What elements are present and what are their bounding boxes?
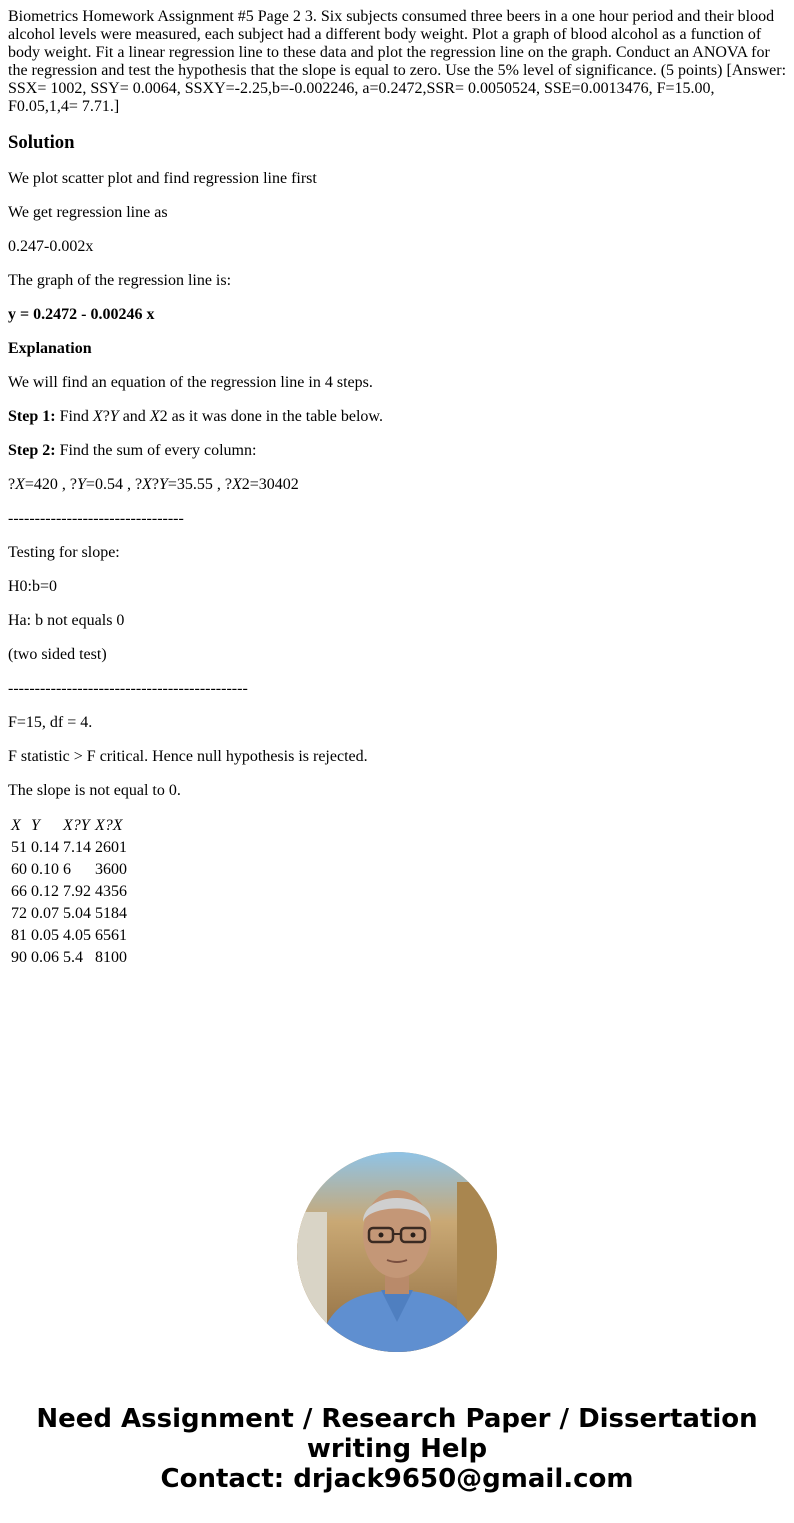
step-1-text: 2 as it was done in the table below. xyxy=(159,408,383,425)
step-1-text: and xyxy=(118,408,150,425)
banner-line: writing Help xyxy=(306,1434,488,1464)
sum-text: ? xyxy=(8,476,16,493)
table-cell: 72 xyxy=(11,905,27,922)
data-table xyxy=(8,814,130,970)
table-row xyxy=(10,860,128,880)
regression-short: 0.247-0.002x xyxy=(8,238,94,255)
step-1-text: ? xyxy=(102,408,110,425)
table-cell: 0.06 xyxy=(31,949,59,966)
var-y: Y xyxy=(77,476,86,493)
table-cell: 3600 xyxy=(95,861,127,878)
paragraph: We get regression line as xyxy=(8,204,168,221)
column-header-y xyxy=(30,816,60,836)
var-x: X xyxy=(149,408,160,425)
table-header-row xyxy=(10,816,128,836)
table-cell: 0.07 xyxy=(31,905,59,922)
paragraph: The graph of the regression line is: xyxy=(8,272,232,289)
table-cell: 6561 xyxy=(95,927,127,944)
paragraph: We plot scatter plot and find regression line first xyxy=(8,170,317,187)
table-cell: 0.10 xyxy=(31,861,59,878)
table-cell: 0.12 xyxy=(31,883,59,900)
header-text: X xyxy=(11,817,21,834)
table-cell: 8100 xyxy=(95,949,127,966)
table-cell: 0.05 xyxy=(31,927,59,944)
var-x: X xyxy=(92,408,103,425)
step-2-label: Step 2: xyxy=(8,442,56,459)
paragraph: We will find an equation of the regression line in 4 steps. xyxy=(8,374,373,391)
step-1 xyxy=(8,408,786,426)
contact-email: Contact: drjack9650@gmail.com xyxy=(160,1464,634,1494)
column-header-xx: X?X xyxy=(95,817,123,834)
paragraph: F statistic > F critical. Hence null hypothesis is rejected. xyxy=(8,748,368,765)
table-cell: 5184 xyxy=(95,905,127,922)
table-cell: 5.4 xyxy=(63,949,83,966)
sum-text: ? xyxy=(151,476,159,493)
step-1-label: Step 1: xyxy=(8,408,56,425)
regression-equation-text: y = 0.2472 - 0.00246 x xyxy=(8,306,155,323)
var-x: X xyxy=(15,476,25,493)
column-sums xyxy=(8,476,786,494)
promo-block xyxy=(0,1152,794,1494)
separator-line: --------------------------------------------- xyxy=(8,680,248,697)
var-y: Y xyxy=(158,476,168,493)
alt-hypothesis: Ha: b not equals 0 xyxy=(8,612,125,629)
table-cell: 4356 xyxy=(95,883,127,900)
sum-text: =420 , ? xyxy=(24,476,78,493)
column-header-x xyxy=(10,816,28,836)
table-row xyxy=(10,838,128,858)
sum-text: =35.55 , ? xyxy=(167,476,232,493)
table-cell: 66 xyxy=(11,883,27,900)
table-cell: 0.14 xyxy=(31,839,59,856)
null-hypothesis: H0:b=0 xyxy=(8,578,58,595)
table-cell: 6 xyxy=(63,861,71,878)
separator-line: --------------------------------- xyxy=(8,510,184,527)
step-1-text: Find xyxy=(55,408,93,425)
var-x: X xyxy=(231,476,242,493)
portrait-illustration xyxy=(297,1152,497,1352)
table-cell: 2601 xyxy=(95,839,127,856)
banner-line: Need Assignment / Research Paper / Dissertation xyxy=(36,1404,758,1434)
explanation-heading xyxy=(8,340,786,358)
step-2 xyxy=(8,442,786,460)
table-row xyxy=(10,926,128,946)
var-x: X xyxy=(142,476,152,493)
step-2-text: Find the sum of every column: xyxy=(55,442,257,459)
table-row xyxy=(10,882,128,902)
table-row xyxy=(10,904,128,924)
conclusion: The slope is not equal to 0. xyxy=(8,782,181,799)
table-cell: 7.92 xyxy=(63,883,91,900)
column-header-xy: X?Y xyxy=(63,817,90,834)
explanation-heading-text: Explanation xyxy=(8,340,92,357)
solution-heading: Solution xyxy=(8,132,75,153)
question-text: Biometrics Homework Assignment #5 Page 2 3. Six subjects consumed three beers in a one hour period and their blood alcohol levels were measured, each subject had a different body weight. Plot a graph of blood alcohol as a function of body weight. Fit a linear regression line to these data and plot the regression line on the graph. Conduct an ANOVA for the regression and test the hypothesis that the slope is equal to zero. Use the 5% level of significance. (5 points) [Answer: SSX= 1002, SSY= 0.0064, SSXY=-2.25,b=-0.002246, a=0.2472,SSR= 0.0050524, SSE=0.0013476, F=15.00, F0.05,1,4= 7.71.] xyxy=(8,8,787,115)
table-cell: 51 xyxy=(11,839,27,856)
table-cell: 5.04 xyxy=(63,905,91,922)
table-cell: 60 xyxy=(11,861,27,878)
paragraph: (two sided test) xyxy=(8,646,107,663)
contact-banner xyxy=(0,1404,794,1494)
author-photo xyxy=(297,1152,497,1352)
regression-equation xyxy=(8,306,786,324)
var-y: Y xyxy=(109,408,119,425)
sum-text: 2=30402 xyxy=(241,476,299,493)
sum-text: =0.54 , ? xyxy=(85,476,143,493)
table-cell: 90 xyxy=(11,949,27,966)
paragraph: Testing for slope: xyxy=(8,544,120,561)
table-cell: 4.05 xyxy=(63,927,91,944)
header-text: Y xyxy=(31,817,40,834)
table-cell: 81 xyxy=(11,927,27,944)
table-cell: 7.14 xyxy=(63,839,91,856)
paragraph: F=15, df = 4. xyxy=(8,714,93,731)
table-row xyxy=(10,948,128,968)
